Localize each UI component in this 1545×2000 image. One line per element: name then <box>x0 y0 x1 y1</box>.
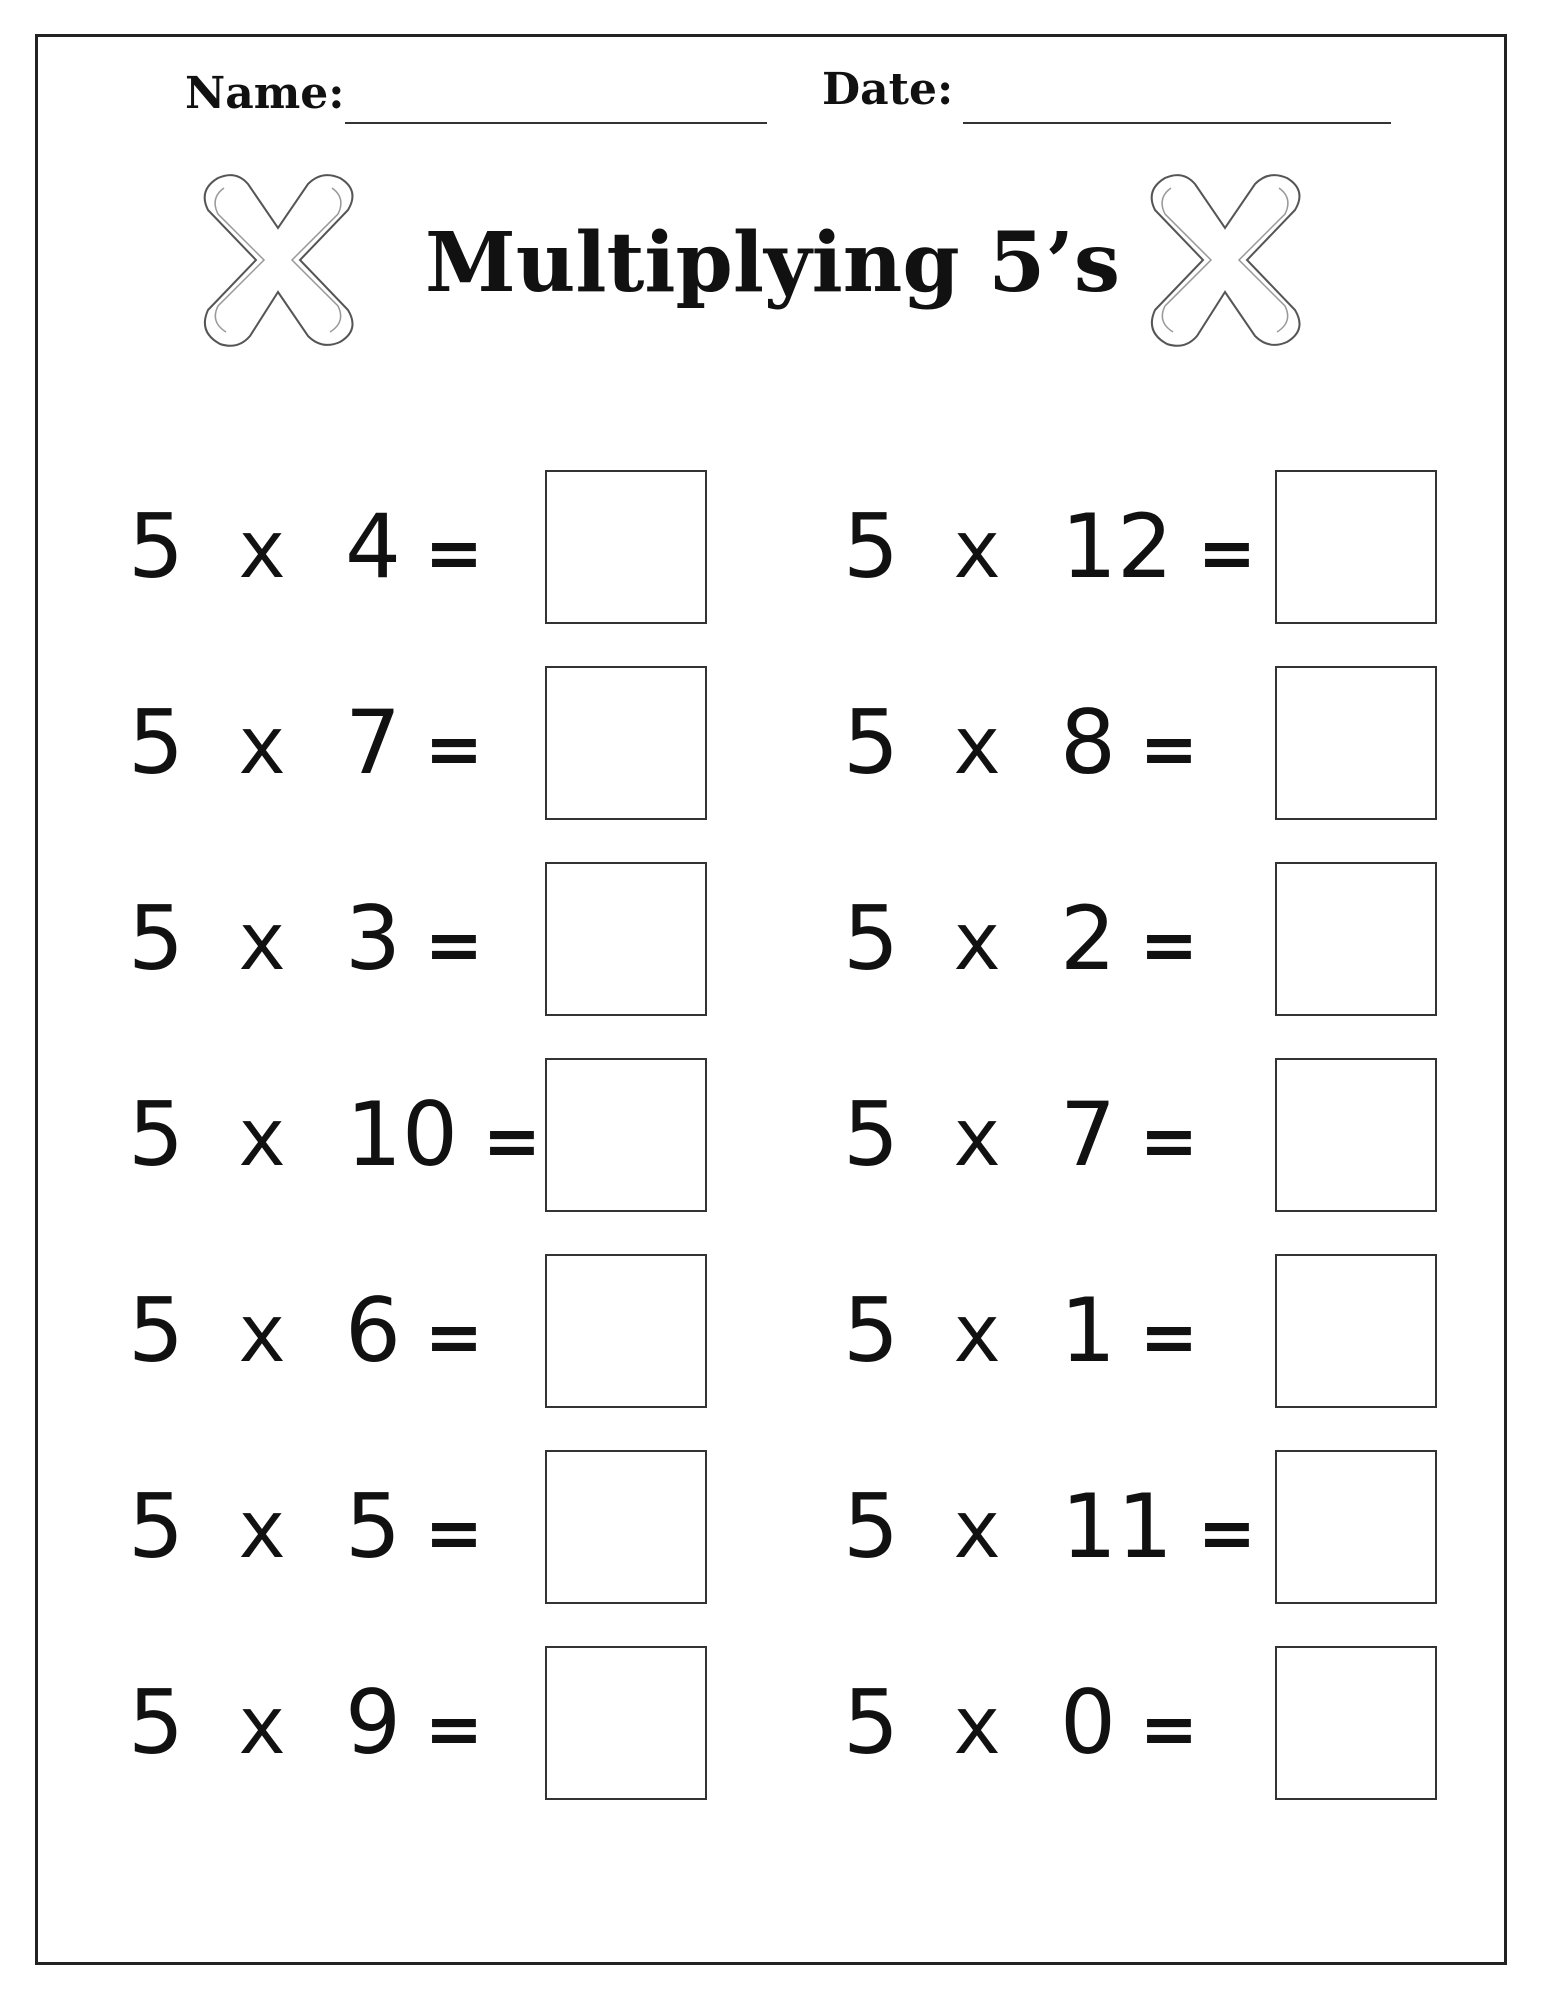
equals-sign: = <box>1139 1688 1199 1770</box>
multiplier: 0 <box>1060 1671 1116 1774</box>
multiplier: 3 <box>345 887 401 990</box>
answer-box[interactable] <box>1275 1646 1437 1800</box>
multiplicand: 5 <box>128 1083 184 1186</box>
equals-sign: = <box>424 1296 484 1378</box>
multiplicand: 5 <box>128 1475 184 1578</box>
multiplier: 5 <box>345 1475 401 1578</box>
name-field-line[interactable] <box>345 122 767 124</box>
problem-row <box>0 470 1545 624</box>
problem-row <box>0 1646 1545 1800</box>
equals-sign: = <box>1139 904 1199 986</box>
multiplier: 8 <box>1060 691 1116 794</box>
problem-expression <box>840 666 1214 820</box>
times-sign: x <box>237 503 287 596</box>
times-sign: x <box>952 895 1002 988</box>
equals-sign: = <box>424 512 484 594</box>
equals-sign: = <box>424 1688 484 1770</box>
multiplicand: 5 <box>843 1083 899 1186</box>
times-sign: x <box>952 1679 1002 1772</box>
times-sign: x <box>237 1483 287 1576</box>
multiplicand: 5 <box>843 887 899 990</box>
multiplier: 11 <box>1061 1475 1173 1578</box>
times-sign: x <box>952 1287 1002 1380</box>
answer-box[interactable] <box>1275 1450 1437 1604</box>
problem-expression <box>840 470 1272 624</box>
equals-sign: = <box>1139 1296 1199 1378</box>
answer-box[interactable] <box>1275 1254 1437 1408</box>
multiplier: 12 <box>1061 495 1173 598</box>
equals-sign: = <box>424 904 484 986</box>
multiplicand: 5 <box>128 691 184 794</box>
problem-expression <box>840 1450 1272 1604</box>
times-sign: x <box>952 1483 1002 1576</box>
times-sign: x <box>952 503 1002 596</box>
equals-sign: = <box>1139 708 1199 790</box>
multiplier: 10 <box>346 1083 458 1186</box>
problem-row <box>0 666 1545 820</box>
equals-sign: = <box>482 1100 542 1182</box>
multiplier: 1 <box>1060 1279 1116 1382</box>
multiplicand: 5 <box>843 1475 899 1578</box>
multiplicand: 5 <box>843 1671 899 1774</box>
multiplicand: 5 <box>128 887 184 990</box>
multiplier: 2 <box>1060 887 1116 990</box>
multiplicand: 5 <box>843 495 899 598</box>
answer-box[interactable] <box>1275 862 1437 1016</box>
times-sign: x <box>237 699 287 792</box>
problem-row <box>0 862 1545 1016</box>
times-sign: x <box>237 1287 287 1380</box>
times-sign: x <box>237 1091 287 1184</box>
problem-expression <box>840 1254 1214 1408</box>
multiplier: 7 <box>1060 1083 1116 1186</box>
multiplicand: 5 <box>843 691 899 794</box>
times-sign: x <box>952 1091 1002 1184</box>
multiplier: 7 <box>345 691 401 794</box>
equals-sign: = <box>1197 512 1257 594</box>
multiplier: 9 <box>345 1671 401 1774</box>
multiplicand: 5 <box>128 495 184 598</box>
times-sign: x <box>237 1679 287 1772</box>
name-label: Name: <box>185 68 345 119</box>
multiplicand: 5 <box>843 1279 899 1382</box>
date-label: Date: <box>822 64 954 115</box>
problem-expression <box>840 1646 1214 1800</box>
multiplier: 4 <box>345 495 401 598</box>
equals-sign: = <box>1139 1100 1199 1182</box>
problem-expression <box>840 862 1214 1016</box>
multiplicand: 5 <box>128 1279 184 1382</box>
equals-sign: = <box>424 708 484 790</box>
page-title: Multiplying 5’s <box>424 215 1121 311</box>
date-field-line[interactable] <box>963 122 1391 124</box>
problem-expression <box>840 1058 1214 1212</box>
times-sign: x <box>952 699 1002 792</box>
answer-box[interactable] <box>1275 1058 1437 1212</box>
answer-box[interactable] <box>1275 470 1437 624</box>
multiplier: 6 <box>345 1279 401 1382</box>
multiplicand: 5 <box>128 1671 184 1774</box>
answer-box[interactable] <box>1275 666 1437 820</box>
times-sign: x <box>237 895 287 988</box>
problem-row <box>0 1450 1545 1604</box>
equals-sign: = <box>1197 1492 1257 1574</box>
problem-row <box>0 1058 1545 1212</box>
problem-row <box>0 1254 1545 1408</box>
equals-sign: = <box>424 1492 484 1574</box>
